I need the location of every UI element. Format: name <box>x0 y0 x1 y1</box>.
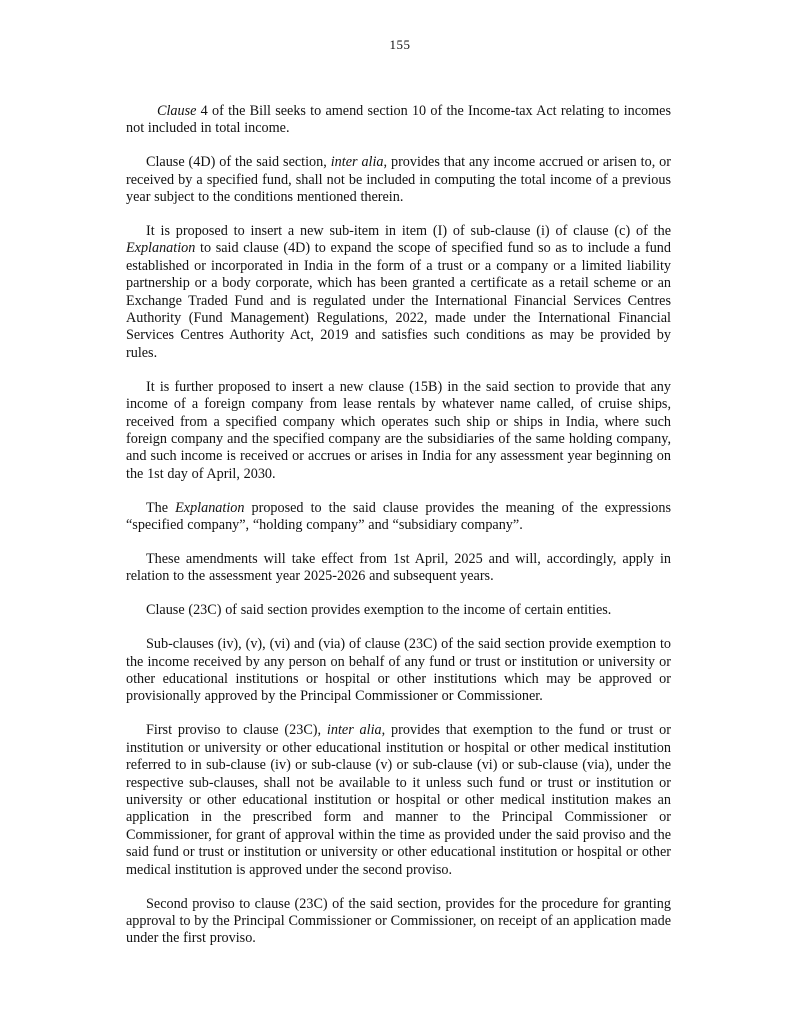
document-body <box>126 103 671 948</box>
paragraph-explanation-insert <box>126 223 671 362</box>
italic-phrase: Explanation <box>175 499 245 516</box>
page-number: 155 <box>389 37 411 52</box>
text-run: The <box>146 499 176 516</box>
text-run: 4 of the Bill seeks to amend section 10 of the Income-tax Act relating to incomes not included in total income. <box>126 103 671 137</box>
paragraph-explanation-definitions <box>126 500 671 535</box>
text-run: Sub-clauses (iv), (v), (vi) and (via) of clause (23C) of the said section provide exemption to the income received by any person on behalf of any fund or trust or institution or university or other educational institutions or hospital or other institutions which may be approved or provisionally approved by the Principal Commissioner or Commissioner. <box>126 636 671 705</box>
text-run: proposed to the said clause provides the meaning of the expressions “specified company”, “holding company” and “subsidiary company”. <box>126 499 671 534</box>
italic-phrase: inter alia <box>326 722 382 739</box>
italic-phrase: inter alia <box>330 154 384 171</box>
paragraph-clause-4-intro <box>126 103 671 138</box>
text-run: It is further proposed to insert a new clause (15B) in the said section to provide that any income of a foreign company from lease rentals by whatever name called, of cruise ships, received from a specified company which operates such ship or ships in India, where such foreign company and the specified company are the subsidiaries of the same holding company, and such income is received or accrues or arises in India for any assessment year beginning on the 1st day of April, 2030. <box>126 378 671 482</box>
text-run: It is proposed to insert a new sub-item in item (I) of sub-clause (i) of clause (c) of the <box>146 223 671 240</box>
paragraph-sub-clauses <box>126 636 671 706</box>
paragraph-first-proviso <box>126 722 671 879</box>
paragraph-second-proviso <box>126 896 671 948</box>
italic-phrase: Clause <box>157 103 197 119</box>
paragraph-clause-15b <box>126 379 671 483</box>
text-run: First proviso to clause (23C), <box>146 722 327 739</box>
paragraph-clause-23c <box>126 602 671 619</box>
text-run: to said clause (4D) to expand the scope of specified fund so as to include a fund established or incorporated in India in the form of a trust or a company or a limited liability partnership or a body corporate, which has been granted a certificate as a retail scheme or an Exchange Traded Fund and is regulated under the International Financial Services Centres Authority (Fund Management) Regulations, 2022, made under the International Financial Services Centres Authority Act, 2019 and satisfies such conditions as may be provided by rules. <box>126 240 671 361</box>
paragraph-clause-4d <box>126 154 671 206</box>
italic-phrase: Explanation <box>126 240 196 257</box>
text-run: Clause (23C) of said section provides exemption to the income of certain entities. <box>146 602 612 619</box>
text-run: , provides that any income accrued or arisen to, or received by a specified fund, shall not be included in computing the total income of a previous year subject to the conditions mentioned therein. <box>126 154 671 206</box>
text-run: Second proviso to clause (23C) of the said section, provides for the procedure for granting approval to by the Principal Commissioner or Commissioner, on receipt of an application made under the first proviso. <box>126 895 671 947</box>
text-run: Clause (4D) of the said section, <box>146 154 331 171</box>
text-run: , provides that exemption to the fund or trust or institution or university or other educational institution or hospital or other medical institution referred to in sub-clause (iv) or sub-clause (v) or sub-clause (vi) or sub-clause (via), under the respective sub-clauses, shall not be available to it unless such fund or trust or institution or university or other educational institution or hospital or other medical institution makes an application in the prescribed form and manner to the Principal Commissioner or Commissioner, for grant of approval within the time as provided under the said proviso and the said fund or trust or institution or university or other educational institution or hospital or other medical institution is approved under the second proviso. <box>126 722 671 878</box>
text-run: These amendments will take effect from 1st April, 2025 and will, accordingly, apply in relation to the assessment year 2025-2026 and subsequent years. <box>126 551 671 585</box>
paragraph-effective-date <box>126 551 671 586</box>
